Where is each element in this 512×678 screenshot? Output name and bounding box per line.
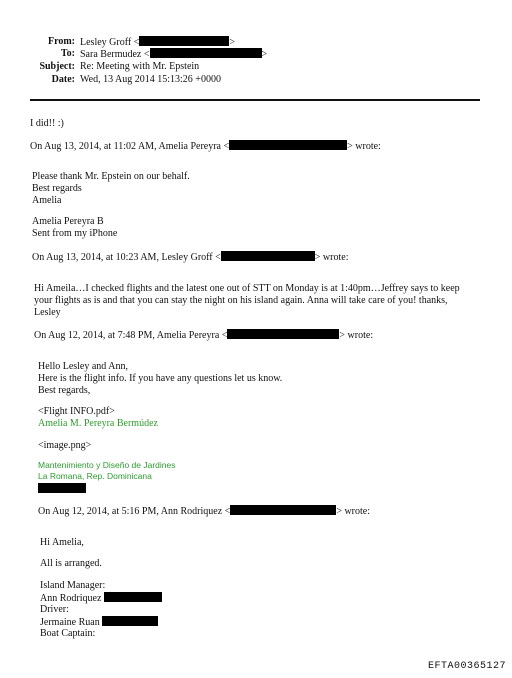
person-name: Jermaine Ruan: [40, 617, 100, 628]
quote3-line: Hello Lesley and Ann,: [38, 361, 128, 372]
attribution-suffix: > wrote:: [314, 252, 349, 263]
from-label: From:: [47, 36, 75, 47]
role-label: Driver:: [40, 604, 69, 615]
quote3-line: Best regards,: [38, 385, 91, 396]
quote1-line: Best regards: [32, 183, 82, 194]
date-label: Date:: [51, 74, 75, 85]
quote1-line: Amelia: [32, 195, 62, 206]
attachment-image[interactable]: <image.png>: [38, 440, 92, 451]
header-divider: [30, 99, 480, 101]
subject-value: Re: Meeting with Mr. Epstein: [80, 61, 200, 72]
quote2-line: Hi Ameila…I checked flights and the latest one out of STT on Monday is at 1:40pm…Jeffrey says to keep: [34, 283, 460, 294]
quote4-greeting: Hi Amelia,: [40, 537, 84, 548]
attribution-suffix: > wrote:: [339, 330, 374, 341]
subject-label: Subject:: [39, 61, 75, 72]
redaction-box: [230, 505, 336, 515]
redaction-box: [102, 616, 158, 626]
redaction-box: [227, 329, 339, 339]
quote2-line: your flights as is and that you can stay the night on his island again. Anna will take care of you! thanks,: [34, 295, 448, 306]
attribution-text: On Aug 12, 2014, at 5:16 PM, Ann Rodriquez <: [38, 506, 231, 517]
role-label: Island Manager:: [40, 580, 106, 591]
quote2-line: Lesley: [34, 307, 61, 318]
to-field: [80, 48, 267, 61]
date-value: Wed, 13 Aug 2014 15:13:26 +0000: [80, 74, 221, 85]
to-value: Sara Bermudez <: [80, 49, 150, 60]
redaction-box: [150, 48, 262, 58]
reply-text: I did!! :): [30, 118, 64, 129]
quote1-line: Please thank Mr. Epstein on our behalf.: [32, 171, 190, 182]
attribution-suffix: > wrote:: [336, 506, 370, 517]
quote1-signature: Amelia Pereyra B: [32, 216, 104, 227]
quote3-line: Here is the flight info. If you have any questions let us know.: [38, 373, 283, 384]
attribution-text: On Aug 12, 2014, at 7:48 PM, Amelia Pereyra <: [34, 330, 228, 341]
to-close: >: [261, 49, 268, 60]
attribution-text: On Aug 13, 2014, at 10:23 AM, Lesley Groff <: [32, 252, 221, 263]
redaction-box: [229, 140, 347, 150]
quote4-attribution: [38, 505, 370, 518]
attachment-flight-info[interactable]: <Flight INFO.pdf>: [38, 406, 115, 417]
redaction-box: [221, 251, 315, 261]
quote1-signature: Sent from my iPhone: [32, 228, 118, 239]
person-name: Ann Rodriquez: [40, 593, 102, 604]
attribution-suffix: > wrote:: [347, 141, 381, 152]
redaction-box: [104, 592, 162, 602]
sender-name-green: Amelia M. Pereyra Bermúdez: [38, 418, 158, 429]
company-line: Mantenimiento y Diseño de Jardines: [38, 460, 176, 470]
from-value: Lesley Groff <: [80, 37, 140, 48]
from-close: >: [229, 37, 235, 48]
redaction-box: [38, 483, 86, 493]
to-label: To:: [60, 48, 75, 59]
quote4-line: All is arranged.: [40, 558, 102, 569]
quote3-attribution: [34, 329, 373, 342]
role-label: Boat Captain:: [40, 628, 96, 639]
redaction-box: [139, 36, 229, 46]
attribution-text: On Aug 13, 2014, at 11:02 AM, Amelia Pereyra <: [30, 141, 230, 152]
quote1-attribution: [30, 140, 381, 153]
company-line: La Romana, Rep. Dominicana: [38, 471, 152, 481]
document-id: EFTA00365127: [427, 661, 506, 672]
quote2-attribution: [32, 251, 348, 264]
